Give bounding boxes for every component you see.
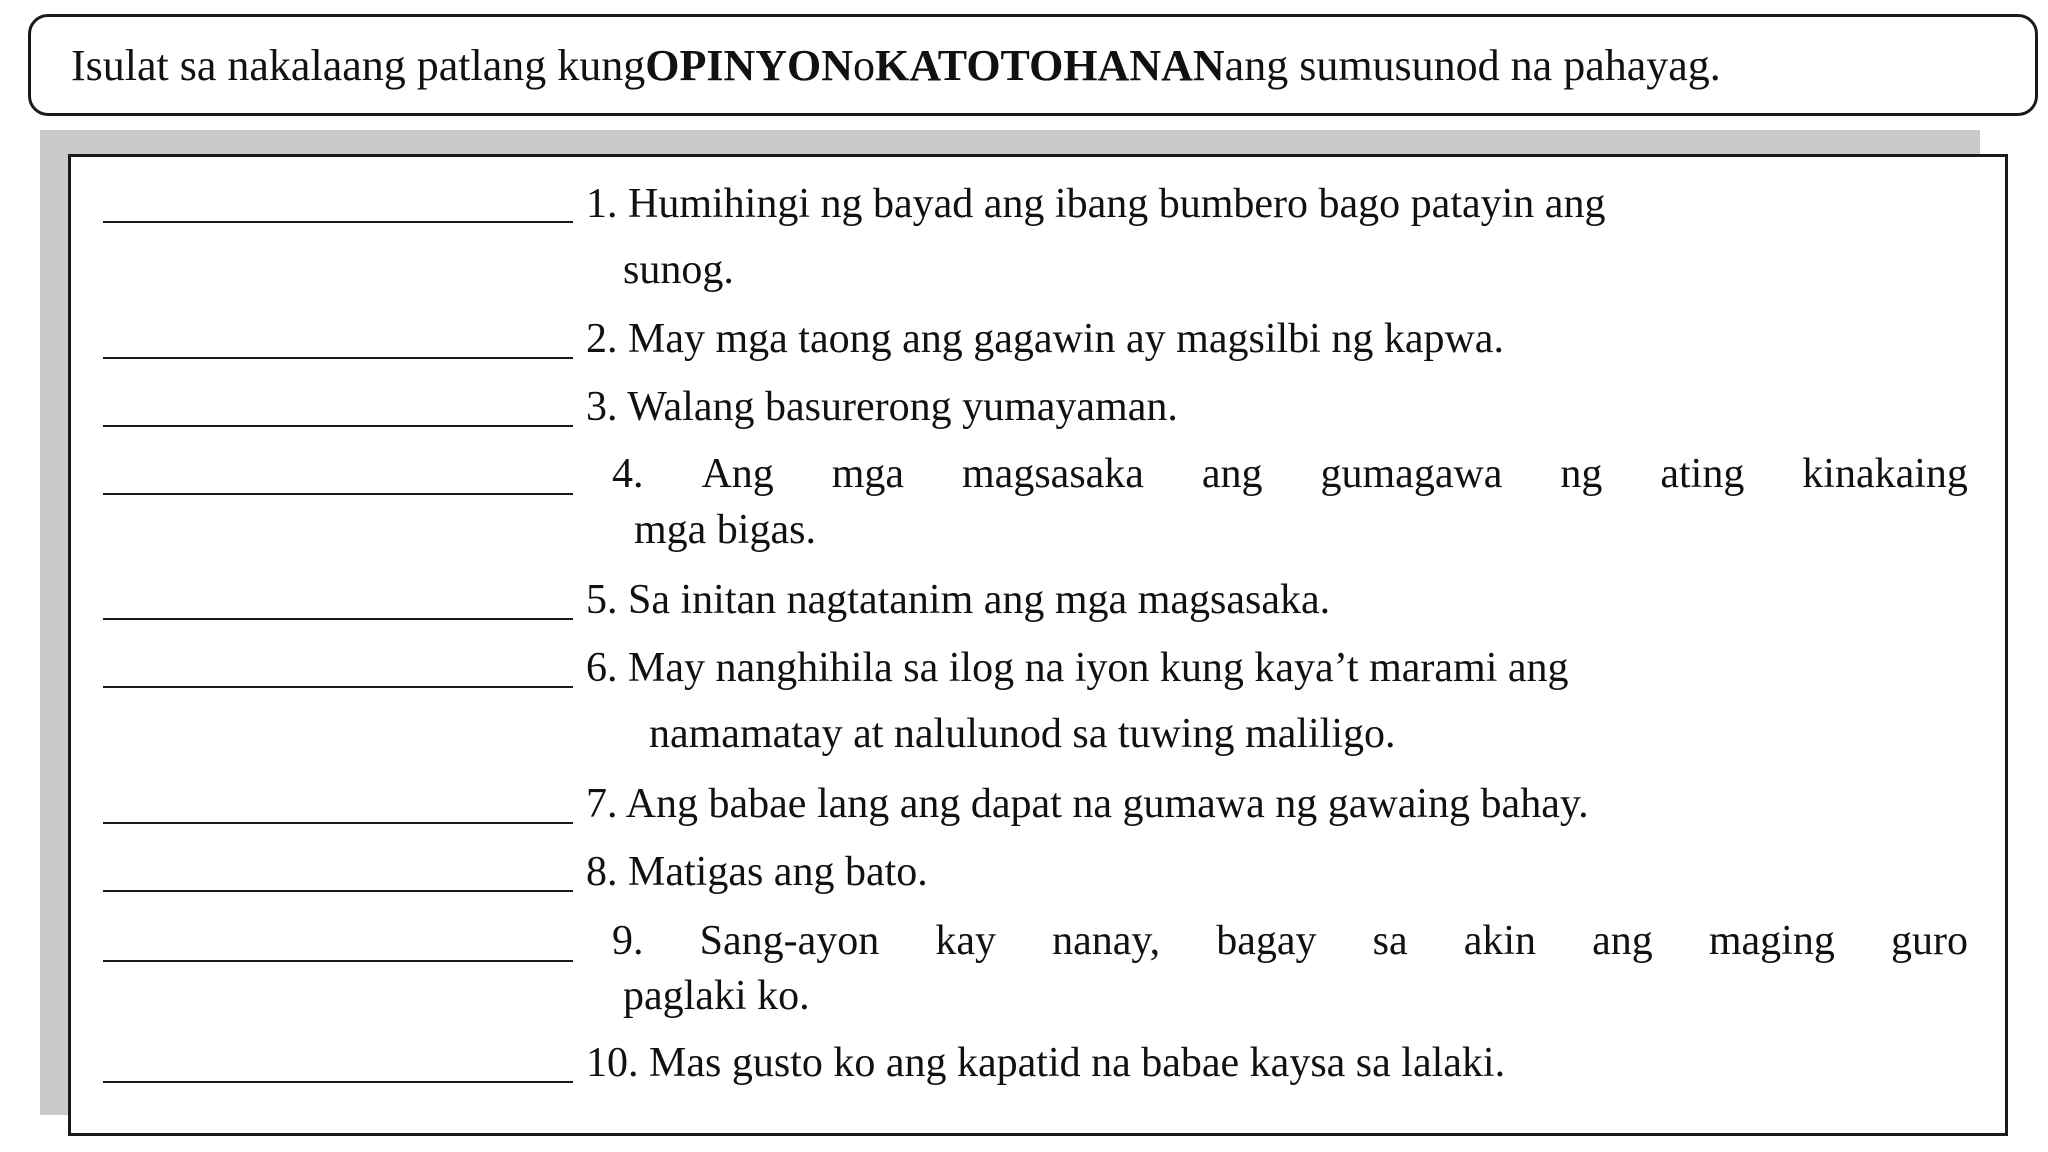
item-word: ang <box>1201 451 1263 497</box>
item-text: 3. Walang basurerong yumayaman. <box>586 384 1178 430</box>
answer-blank[interactable] <box>103 1081 573 1083</box>
instruction-opinion: OPINYON <box>645 40 854 90</box>
item-word: nanay, <box>1052 918 1161 964</box>
item-word: ang <box>1592 918 1653 964</box>
item-text-continuation: namamatay at nalulunod sa tuwing maliligo. <box>649 711 1396 757</box>
answer-blank[interactable] <box>103 960 573 962</box>
instruction-middle: o <box>853 40 876 90</box>
item-word: kinakaing <box>1802 451 1968 497</box>
item-word: magsasaka <box>962 451 1144 497</box>
item-text <box>612 920 1968 962</box>
item-word: guro <box>1890 918 1968 964</box>
item-text: 10. Mas gusto ko ang kapatid na babae kaysa sa lalaki. <box>586 1040 1506 1086</box>
instruction-box <box>28 14 2038 116</box>
item-word: kay <box>935 918 996 964</box>
answer-blank[interactable] <box>103 221 573 223</box>
item-word: ating <box>1660 451 1745 497</box>
item-word: ng <box>1560 451 1603 497</box>
instruction-suffix: ang sumusunod na pahayag. <box>1224 40 1721 90</box>
items-box <box>68 154 2008 1136</box>
item-text: 1. Humihingi ng bayad ang ibang bumbero bago patayin ang <box>586 181 1606 227</box>
item-word: sa <box>1372 918 1408 964</box>
item-text: 8. Matigas ang bato. <box>586 849 928 895</box>
item-text: 5. Sa initan nagtatanim ang mga magsasaka. <box>586 577 1331 623</box>
item-text-continuation: sunog. <box>623 247 734 293</box>
instruction-fact: KATOTOHANAN <box>875 40 1225 90</box>
answer-blank[interactable] <box>103 618 573 620</box>
answer-blank[interactable] <box>103 890 573 892</box>
item-text-continuation: mga bigas. <box>634 507 816 553</box>
item-text: 2. May mga taong ang gagawin ay magsilbi ng kapwa. <box>586 316 1504 362</box>
item-text-continuation: paglaki ko. <box>623 973 810 1019</box>
item-word: mga <box>831 451 905 497</box>
item-word: Sang-ayon <box>699 918 880 964</box>
answer-blank[interactable] <box>103 425 573 427</box>
answer-blank[interactable] <box>103 822 573 824</box>
item-word: bagay <box>1216 918 1317 964</box>
item-word: Ang <box>701 451 774 497</box>
item-text: 7. Ang babae lang ang dapat na gumawa ng gawaing bahay. <box>586 781 1589 827</box>
instruction-prefix: Isulat sa nakalaang patlang kung <box>71 40 646 90</box>
item-word: akin <box>1463 918 1537 964</box>
item-word: 4. <box>612 451 644 497</box>
item-text: 6. May nanghihila sa ilog na iyon kung kaya’t marami ang <box>586 645 1569 691</box>
item-word: maging <box>1708 918 1835 964</box>
item-word: 9. <box>612 918 644 964</box>
item-text <box>612 453 1968 495</box>
answer-blank[interactable] <box>103 493 573 495</box>
answer-blank[interactable] <box>103 357 573 359</box>
item-word: gumagawa <box>1320 451 1503 497</box>
answer-blank[interactable] <box>103 686 573 688</box>
